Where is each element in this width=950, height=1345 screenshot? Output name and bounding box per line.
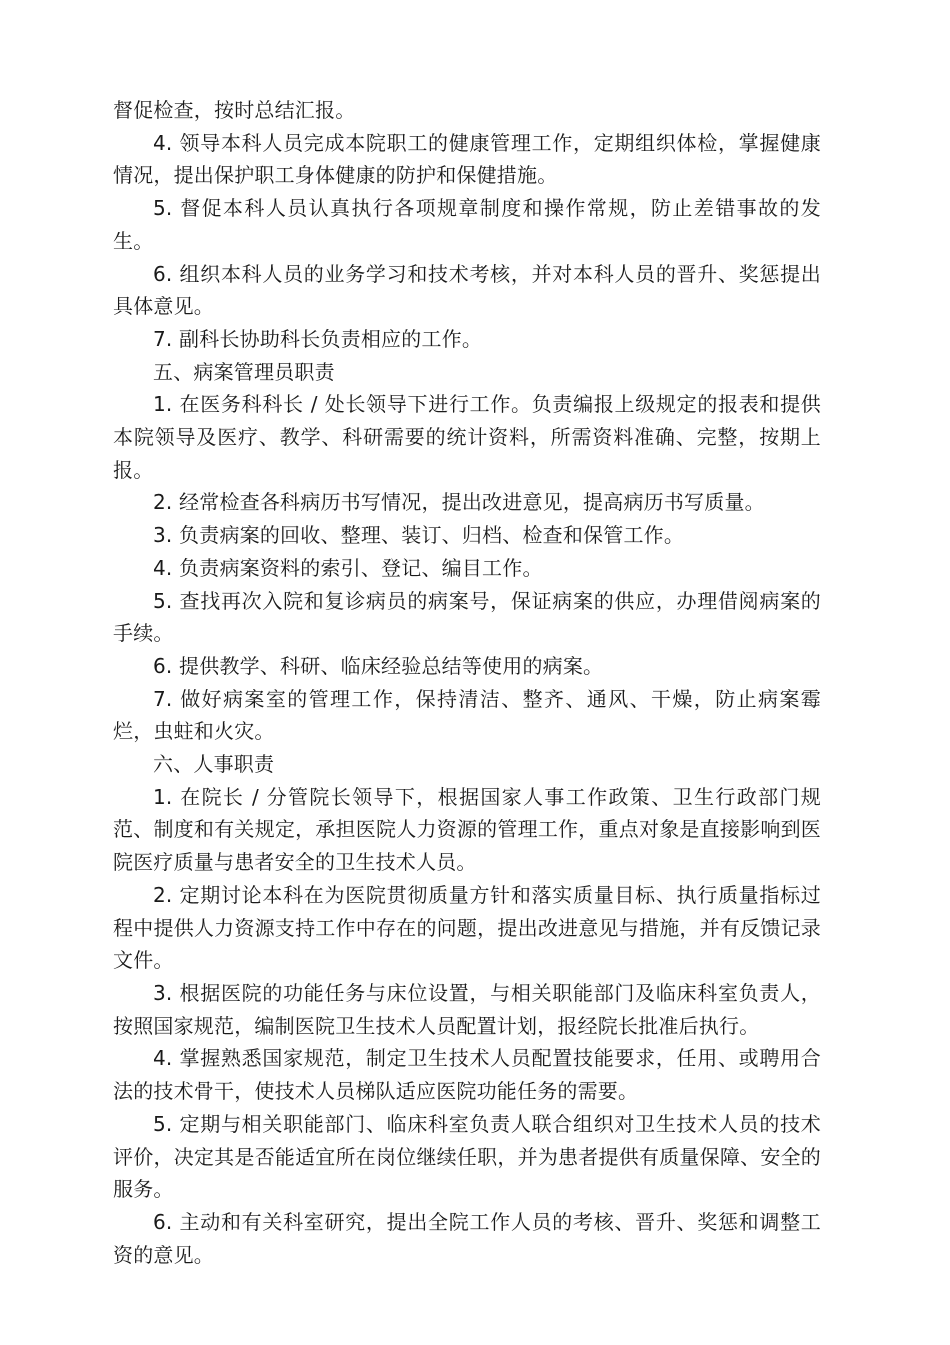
paragraph-personnel-3: 3. 根据医院的功能任务与床位设置，与相关职能部门及临床科室负责人，按照国家规范，编制医院卫生技术人员配置计划，报经院长批准后执行。 [113,980,821,1038]
paragraph-records-7: 7. 做好病案室的管理工作，保持清洁、整齐、通风、干燥，防止病案霉烂，虫蛀和火灾。 [113,686,821,744]
paragraph-item-4: 4. 领导本科人员完成本院职工的健康管理工作，定期组织体检，掌握健康情况，提出保护职工身体健康的防护和保健措施。 [113,130,821,188]
paragraph-personnel-2: 2. 定期讨论本科在为医院贯彻质量方针和落实质量目标、执行质量指标过程中提供人力资源支持工作中存在的问题，提出改进意见与措施，并有反馈记录文件。 [113,882,821,973]
section-heading-medical-records: 五、病案管理员职责 [153,359,335,384]
paragraph-personnel-5: 5. 定期与相关职能部门、临床科室负责人联合组织对卫生技术人员的技术评价，决定其是否能适宜所在岗位继续任职，并为患者提供有质量保障、安全的服务。 [113,1111,821,1202]
paragraph-records-2: 2. 经常检查各科病历书写情况，提出改进意见，提高病历书写质量。 [153,490,765,515]
paragraph-personnel-1: 1. 在院长 / 分管院长领导下，根据国家人事工作政策、卫生行政部门规范、制度和有关规定，承担医院人力资源的管理工作，重点对象是直接影响到医院医疗质量与患者安全的卫生技术人员。 [113,784,821,875]
paragraph-records-1: 1. 在医务科科长 / 处长领导下进行工作。负责编报上级规定的报表和提供本院领导及医疗、教学、科研需要的统计资料，所需资料准确、完整，按期上报。 [113,392,821,482]
paragraph-personnel-4: 4. 掌握熟悉国家规范，制定卫生技术人员配置技能要求，任用、或聘用合法的技术骨干，使技术人员梯队适应医院功能任务的需要。 [113,1046,821,1104]
paragraph-records-6: 6. 提供教学、科研、临床经验总结等使用的病案。 [153,653,604,678]
paragraph-records-4: 4. 负责病案资料的索引、登记、编目工作。 [153,555,543,580]
paragraph-item-5: 5. 督促本科人员认真执行各项规章制度和操作常规，防止差错事故的发生。 [113,196,821,253]
paragraph-item-7: 7. 副科长协助科长负责相应的工作。 [153,326,483,351]
paragraph-records-3: 3. 负责病案的回收、整理、装订、归档、检查和保管工作。 [153,523,685,548]
section-heading-personnel: 六、人事职责 [153,752,275,777]
paragraph-records-5: 5. 查找再次入院和复诊病员的病案号，保证病案的供应，办理借阅病案的手续。 [113,588,821,646]
paragraph-personnel-6: 6. 主动和有关科室研究，提出全院工作人员的考核、晋升、奖惩和调整工资的意见。 [113,1209,821,1267]
document-body [113,94,821,1271]
paragraph-item-6: 6. 组织本科人员的业务学习和技术考核，并对本科人员的晋升、奖惩提出具体意见。 [113,261,821,319]
paragraph-continuation: 督促检查，按时总结汇报。 [113,98,356,122]
